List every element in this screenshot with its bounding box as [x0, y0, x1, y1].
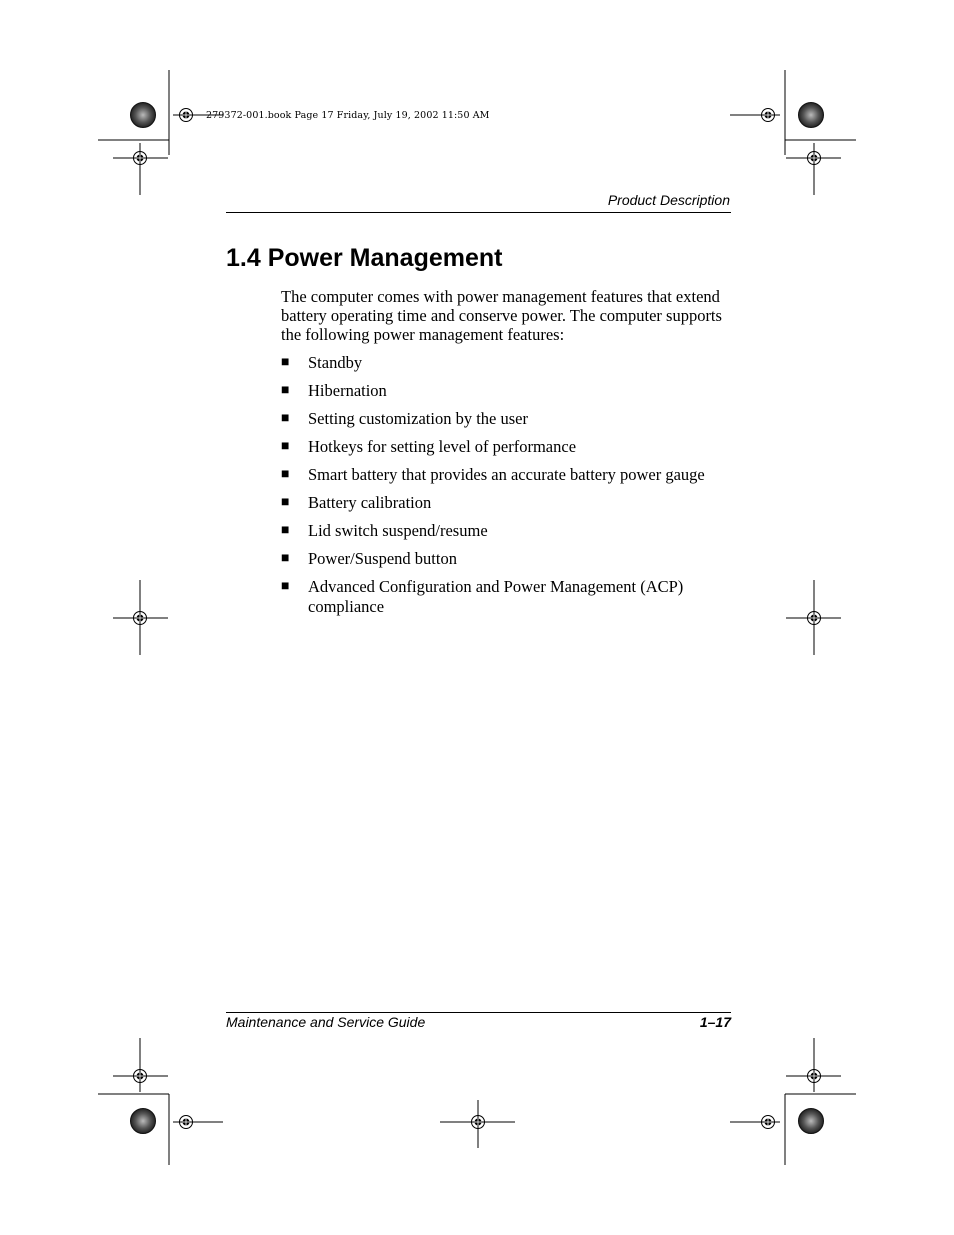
list-item-text: Advanced Configuration and Power Management (ACP) compliance	[308, 577, 684, 616]
list-item-text: Smart battery that provides an accurate battery power gauge	[308, 465, 705, 484]
bullet-icon: ■	[281, 383, 290, 398]
running-head: Product Description	[607, 192, 730, 208]
list-item-text: Hotkeys for setting level of performance	[308, 437, 577, 456]
list-item	[281, 549, 741, 569]
footer-rule	[226, 1012, 731, 1013]
footer-guide-title: Maintenance and Service Guide	[226, 1014, 426, 1030]
list-item	[281, 521, 741, 541]
bullet-icon: ■	[281, 467, 290, 482]
list-item-text: Setting customization by the user	[308, 409, 528, 428]
list-item-text: Hibernation	[308, 381, 387, 400]
list-item	[281, 577, 741, 616]
list-item	[281, 353, 741, 373]
list-item	[281, 381, 741, 401]
list-item	[281, 437, 741, 457]
list-item	[281, 409, 741, 429]
bullet-icon: ■	[281, 551, 290, 566]
page-number: 1–17	[699, 1014, 731, 1030]
print-slug: 279372-001.book Page 17 Friday, July 19, 2002 11:50 AM	[206, 110, 490, 121]
bullet-icon: ■	[281, 411, 290, 426]
section-title: 1.4 Power Management	[226, 244, 503, 272]
bullet-icon: ■	[281, 355, 290, 370]
list-item	[281, 465, 741, 485]
header-rule	[226, 212, 731, 213]
list-item	[281, 493, 741, 513]
bullet-icon: ■	[281, 439, 290, 454]
list-item-text: Lid switch suspend/resume	[308, 521, 488, 540]
list-item-text: Power/Suspend button	[308, 549, 457, 568]
intro-paragraph: The computer comes with power management features that extend battery operating time and conserve power. The computer supports the following power management features:	[281, 287, 722, 344]
bullet-icon: ■	[281, 579, 290, 594]
bullet-icon: ■	[281, 495, 290, 510]
feature-list	[281, 353, 741, 625]
list-item-text: Battery calibration	[308, 493, 432, 512]
list-item-text: Standby	[308, 353, 363, 372]
bullet-icon: ■	[281, 523, 290, 538]
